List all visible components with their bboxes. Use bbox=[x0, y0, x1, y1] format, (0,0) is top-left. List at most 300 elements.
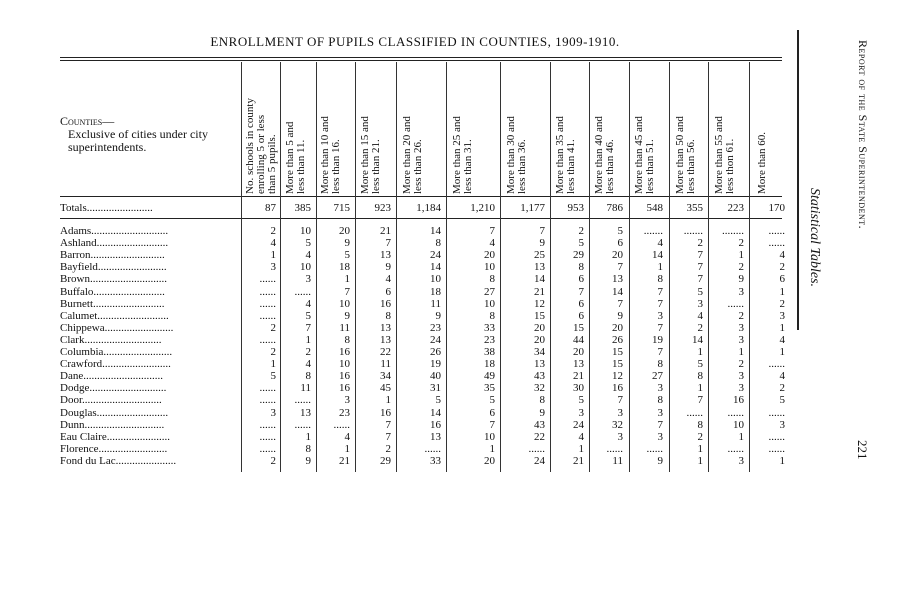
table-cell: 7 bbox=[697, 249, 703, 262]
county-name: Columbia......................... bbox=[60, 347, 173, 358]
table-cell: ....... bbox=[643, 225, 663, 237]
table-cell: 5 bbox=[344, 249, 350, 262]
table-cell: 14 bbox=[430, 261, 441, 274]
table-cell: 2 bbox=[697, 237, 703, 250]
table-cell: 33 bbox=[430, 454, 441, 467]
county-name: Buffalo.......................... bbox=[60, 286, 165, 298]
table-cell: 20 bbox=[339, 225, 350, 237]
table-cell: 87 bbox=[265, 202, 276, 214]
table-cell: 2 bbox=[697, 321, 703, 334]
table-cell: 14 bbox=[692, 333, 703, 346]
column-separator bbox=[708, 62, 709, 472]
table-cell: 1 bbox=[779, 454, 785, 467]
table-cell: 1 bbox=[779, 346, 785, 358]
column-separator bbox=[749, 62, 750, 472]
table-cell: 9 bbox=[539, 237, 545, 250]
table-cell: 1 bbox=[738, 430, 744, 443]
table-cell: 16 bbox=[430, 418, 441, 431]
table-cell: 10 bbox=[300, 261, 311, 274]
table-cell: 40 bbox=[430, 370, 441, 383]
column-separator bbox=[629, 62, 630, 472]
table-cell: 7 bbox=[385, 418, 391, 431]
table-cell: 7 bbox=[657, 418, 663, 431]
table-cell: 8 bbox=[435, 237, 441, 250]
table-cell: 9 bbox=[344, 237, 350, 250]
running-title: ENROLLMENT OF PUPILS CLASSIFIED IN COUNTIES, 1909-1910. bbox=[210, 34, 620, 49]
column-header: More than 50 and less than 56. bbox=[674, 116, 697, 194]
column-header: More than 30 and less than 36. bbox=[505, 116, 528, 194]
county-header-sub: Exclusive of cities under city superintendents. bbox=[68, 127, 208, 154]
table-cell: 13 bbox=[430, 430, 441, 443]
table-cell: 14 bbox=[612, 285, 623, 298]
column-separator bbox=[500, 62, 501, 472]
table-cell: 1 bbox=[657, 261, 663, 274]
table-cell: 1,210 bbox=[470, 202, 495, 214]
table-cell: 7 bbox=[539, 225, 545, 237]
table-cell: 8 bbox=[657, 394, 663, 407]
table-cell: 4 bbox=[489, 237, 495, 250]
table-cell: 6 bbox=[578, 273, 584, 286]
table-cell: ...... bbox=[259, 297, 276, 310]
table-cell: ...... bbox=[294, 285, 311, 298]
table-cell: 27 bbox=[652, 370, 663, 383]
table-cell: 8 bbox=[305, 442, 311, 455]
table-cell: 223 bbox=[727, 202, 744, 214]
table-cell: 2 bbox=[578, 225, 584, 237]
table-cell: 20 bbox=[534, 321, 545, 334]
table-cell: ........ bbox=[722, 225, 744, 237]
table-cell: 7 bbox=[489, 225, 495, 237]
table-cell: 34 bbox=[534, 346, 545, 358]
table-cell: ...... bbox=[646, 442, 663, 455]
table-cell: 10 bbox=[484, 261, 495, 274]
table-cell: 1 bbox=[270, 249, 276, 262]
table-cell: 23 bbox=[339, 406, 350, 419]
county-name: Brown............................ bbox=[60, 274, 167, 286]
table-cell: 7 bbox=[305, 321, 311, 334]
table-cell: ...... bbox=[259, 333, 276, 346]
table-cell: 22 bbox=[380, 346, 391, 358]
table-cell: 3 bbox=[779, 309, 785, 322]
table-cell: ...... bbox=[259, 273, 276, 286]
table-cell: 14 bbox=[430, 406, 441, 419]
table-cell: 13 bbox=[534, 358, 545, 371]
table-cell: 9 bbox=[435, 309, 441, 322]
table-cell: 13 bbox=[612, 273, 623, 286]
table-cell: 3 bbox=[305, 273, 311, 286]
county-name: Eau Claire....................... bbox=[60, 431, 170, 443]
table-cell: 923 bbox=[374, 202, 391, 214]
table-cell: 11 bbox=[430, 297, 441, 310]
table-cell: 953 bbox=[567, 202, 584, 214]
table-cell: 26 bbox=[430, 346, 441, 358]
side-header: Report of the State Superintendent. bbox=[856, 40, 870, 230]
table-cell: 10 bbox=[300, 225, 311, 237]
table-cell: 14 bbox=[534, 273, 545, 286]
table-cell: 7 bbox=[697, 261, 703, 274]
table-cell: 1 bbox=[489, 442, 495, 455]
table-cell: 1 bbox=[779, 285, 785, 298]
table-cell: 8 bbox=[657, 273, 663, 286]
table-cell: 6 bbox=[489, 406, 495, 419]
column-separator bbox=[589, 62, 590, 472]
column-header: More than 5 and less than 11. bbox=[284, 121, 307, 194]
table-cell: 2 bbox=[270, 346, 276, 358]
column-separator bbox=[396, 62, 397, 472]
county-name: Calumet.......................... bbox=[60, 310, 169, 322]
table-cell: 13 bbox=[380, 321, 391, 334]
table-cell: 10 bbox=[484, 297, 495, 310]
table-cell: 7 bbox=[657, 297, 663, 310]
table-cell: 7 bbox=[657, 346, 663, 358]
county-name: Adams............................ bbox=[60, 226, 169, 237]
table-cell: 45 bbox=[380, 382, 391, 395]
table-cell: ...... bbox=[727, 406, 744, 419]
county-name: Burnett.......................... bbox=[60, 298, 165, 310]
table-cell: 3 bbox=[738, 382, 744, 395]
table-cell: 1 bbox=[697, 454, 703, 467]
table-cell: 4 bbox=[270, 237, 276, 250]
table-cell: 43 bbox=[534, 370, 545, 383]
table-cell: 13 bbox=[573, 358, 584, 371]
table-cell: 21 bbox=[380, 225, 391, 237]
table-cell: 15 bbox=[534, 309, 545, 322]
county-name: Dodge............................ bbox=[60, 383, 167, 395]
table-cell: 32 bbox=[534, 382, 545, 395]
table-cell: 4 bbox=[344, 430, 350, 443]
column-separator bbox=[355, 62, 356, 472]
table-cell: 7 bbox=[657, 321, 663, 334]
table-cell: ...... bbox=[528, 442, 545, 455]
table-cell: 3 bbox=[578, 406, 584, 419]
table-cell: 49 bbox=[484, 370, 495, 383]
table-cell: 3 bbox=[657, 382, 663, 395]
table-cell: 10 bbox=[430, 273, 441, 286]
column-header: More than 10 and less than 16. bbox=[319, 116, 342, 194]
table-cell: 6 bbox=[578, 297, 584, 310]
table-cell: 5 bbox=[489, 394, 495, 407]
table-cell: 15 bbox=[612, 346, 623, 358]
table-cell: 9 bbox=[617, 309, 623, 322]
table-cell: 35 bbox=[484, 382, 495, 395]
table-cell: 2 bbox=[270, 321, 276, 334]
county-name: Fond du Lac...................... bbox=[60, 455, 177, 467]
table-cell: 11 bbox=[612, 454, 623, 467]
table-cell: 4 bbox=[305, 358, 311, 371]
table-cell: 7 bbox=[617, 394, 623, 407]
column-separator bbox=[669, 62, 670, 472]
table-cell: ...... bbox=[727, 442, 744, 455]
table-cell: 4 bbox=[779, 333, 785, 346]
table-cell: 24 bbox=[430, 333, 441, 346]
county-name: Dane............................. bbox=[60, 371, 163, 383]
table-cell: 3 bbox=[697, 297, 703, 310]
table-cell: 12 bbox=[612, 370, 623, 383]
column-header: More than 25 and less than 31. bbox=[451, 116, 474, 194]
table-cell: 16 bbox=[339, 346, 350, 358]
table-cell: 1 bbox=[305, 430, 311, 443]
table-cell: 1 bbox=[697, 346, 703, 358]
table-cell: ...... bbox=[606, 442, 623, 455]
table-cell: ...... bbox=[424, 442, 441, 455]
table-cell: 24 bbox=[573, 418, 584, 431]
county-name: Dunn............................. bbox=[60, 419, 165, 431]
table-cell: 2 bbox=[305, 346, 311, 358]
table-cell: 8 bbox=[385, 309, 391, 322]
table-cell: 20 bbox=[612, 321, 623, 334]
table-cell: 27 bbox=[484, 285, 495, 298]
table-cell: 4 bbox=[305, 249, 311, 262]
column-header: More than 40 and less than 46. bbox=[593, 116, 616, 194]
table-cell: 8 bbox=[344, 333, 350, 346]
side-subtitle: Statistical Tables. bbox=[807, 188, 822, 288]
table-cell: 1 bbox=[697, 382, 703, 395]
table-cell: 7 bbox=[578, 285, 584, 298]
table-cell: 3 bbox=[738, 321, 744, 334]
table-cell: 3 bbox=[617, 430, 623, 443]
table-cell: 22 bbox=[534, 430, 545, 443]
table-top-rule bbox=[60, 57, 782, 58]
table-cell: 6 bbox=[385, 285, 391, 298]
table-cell: 31 bbox=[430, 382, 441, 395]
table-cell: 8 bbox=[697, 370, 703, 383]
table-cell: ...... bbox=[259, 442, 276, 455]
table-cell: 13 bbox=[380, 333, 391, 346]
table-cell: 26 bbox=[612, 333, 623, 346]
table-cell: ...... bbox=[768, 237, 785, 250]
table-cell: 16 bbox=[339, 370, 350, 383]
table-cell: 24 bbox=[430, 249, 441, 262]
table-cell: 16 bbox=[612, 382, 623, 395]
table-cell: ...... bbox=[294, 418, 311, 431]
column-header: More than 60. bbox=[756, 131, 768, 194]
table-cell: 1 bbox=[305, 333, 311, 346]
table-cell: 5 bbox=[697, 358, 703, 371]
table-cell: 10 bbox=[339, 297, 350, 310]
table-cell: ...... bbox=[768, 358, 785, 371]
column-header: More than 20 and less than 26. bbox=[401, 116, 424, 194]
table-cell: 4 bbox=[385, 273, 391, 286]
table-cell: 13 bbox=[534, 261, 545, 274]
table-cell: 18 bbox=[430, 285, 441, 298]
column-separator bbox=[241, 62, 242, 472]
table-cell: 385 bbox=[294, 202, 311, 214]
table-cell: 29 bbox=[573, 249, 584, 262]
table-cell: 8 bbox=[305, 370, 311, 383]
table-cell: 3 bbox=[738, 454, 744, 467]
table-cell: ...... bbox=[333, 418, 350, 431]
table-cell: 4 bbox=[779, 249, 785, 262]
table-cell: 1,184 bbox=[416, 202, 441, 214]
table-cell: 12 bbox=[534, 297, 545, 310]
table-cell: 8 bbox=[489, 309, 495, 322]
header-bottom-rule bbox=[60, 196, 782, 197]
table-cell: 1 bbox=[738, 346, 744, 358]
table-cell: 5 bbox=[779, 394, 785, 407]
table-cell: 9 bbox=[344, 309, 350, 322]
table-cell: 15 bbox=[612, 358, 623, 371]
table-cell: 9 bbox=[385, 261, 391, 274]
county-name: Door............................. bbox=[60, 395, 162, 407]
county-column-header bbox=[60, 115, 240, 154]
table-cell: 1 bbox=[344, 273, 350, 286]
table-cell: 14 bbox=[652, 249, 663, 262]
table-cell: 11 bbox=[380, 358, 391, 371]
table-cell: 11 bbox=[300, 382, 311, 395]
table-cell: 15 bbox=[573, 321, 584, 334]
table-cell: 1 bbox=[578, 442, 584, 455]
column-separator bbox=[550, 62, 551, 472]
table-cell: 1 bbox=[779, 321, 785, 334]
right-vertical-rule bbox=[797, 30, 799, 330]
column-header: More than 35 and less than 41. bbox=[554, 116, 577, 194]
table-cell: 2 bbox=[738, 237, 744, 250]
county-name: Clark............................ bbox=[60, 334, 162, 346]
table-cell: 43 bbox=[534, 418, 545, 431]
table-cell: 1 bbox=[697, 442, 703, 455]
table-cell: 5 bbox=[617, 225, 623, 237]
table-cell: 3 bbox=[270, 261, 276, 274]
table-cell: 21 bbox=[573, 454, 584, 467]
table-cell: 5 bbox=[270, 370, 276, 383]
table-cell: ...... bbox=[768, 430, 785, 443]
table-cell: 6 bbox=[617, 237, 623, 250]
table-cell: 2 bbox=[385, 442, 391, 455]
table-cell: 2 bbox=[738, 261, 744, 274]
table-cell: ...... bbox=[294, 394, 311, 407]
table-cell: 16 bbox=[733, 394, 744, 407]
table-cell: ...... bbox=[259, 309, 276, 322]
column-separator bbox=[280, 62, 281, 472]
table-cell: 3 bbox=[344, 394, 350, 407]
table-cell: 3 bbox=[657, 430, 663, 443]
table-cell: 3 bbox=[617, 406, 623, 419]
table-cell: 7 bbox=[344, 285, 350, 298]
table-cell: 1,177 bbox=[520, 202, 545, 214]
table-cell: 21 bbox=[534, 285, 545, 298]
column-separator bbox=[316, 62, 317, 472]
table-cell: 2 bbox=[779, 382, 785, 395]
table-cell: 2 bbox=[697, 430, 703, 443]
table-cell: 7 bbox=[489, 418, 495, 431]
table-cell: 20 bbox=[484, 249, 495, 262]
table-cell: 5 bbox=[305, 309, 311, 322]
table-cell: 32 bbox=[612, 418, 623, 431]
table-cell: 8 bbox=[578, 261, 584, 274]
table-cell: 16 bbox=[380, 406, 391, 419]
table-top-rule-2 bbox=[60, 60, 782, 61]
table-cell: 2 bbox=[738, 358, 744, 371]
table-cell: 18 bbox=[484, 358, 495, 371]
table-cell: 9 bbox=[305, 454, 311, 467]
table-cell: 38 bbox=[484, 346, 495, 358]
table-cell: 34 bbox=[380, 370, 391, 383]
table-cell: 7 bbox=[697, 394, 703, 407]
table-cell: 2 bbox=[779, 297, 785, 310]
table-cell: 7 bbox=[657, 285, 663, 298]
table-cell: 2 bbox=[738, 309, 744, 322]
table-cell: 16 bbox=[339, 382, 350, 395]
table-cell: 10 bbox=[339, 358, 350, 371]
table-cell: 5 bbox=[435, 394, 441, 407]
table-cell: 19 bbox=[430, 358, 441, 371]
table-cell: 21 bbox=[573, 370, 584, 383]
table-cell: 7 bbox=[697, 273, 703, 286]
table-cell: 4 bbox=[305, 297, 311, 310]
table-cell: 30 bbox=[573, 382, 584, 395]
table-cell: 4 bbox=[779, 370, 785, 383]
table-cell: 8 bbox=[697, 418, 703, 431]
table-cell: 13 bbox=[300, 406, 311, 419]
table-cell: 21 bbox=[339, 454, 350, 467]
table-cell: 9 bbox=[657, 454, 663, 467]
table-cell: 548 bbox=[646, 202, 663, 214]
table-cell: 6 bbox=[779, 273, 785, 286]
table-cell: 3 bbox=[738, 370, 744, 383]
table-cell: 7 bbox=[385, 237, 391, 250]
table-cell: 14 bbox=[430, 225, 441, 237]
table-cell: 5 bbox=[697, 285, 703, 298]
table-cell: 11 bbox=[339, 321, 350, 334]
table-cell: 7 bbox=[617, 297, 623, 310]
table-cell: 9 bbox=[539, 406, 545, 419]
table-cell: 24 bbox=[534, 454, 545, 467]
table-cell: 1 bbox=[385, 394, 391, 407]
table-cell: 2 bbox=[270, 454, 276, 467]
table-cell: 19 bbox=[652, 333, 663, 346]
table-cell: ....... bbox=[683, 225, 703, 237]
table-cell: 8 bbox=[657, 358, 663, 371]
table-cell: 8 bbox=[539, 394, 545, 407]
county-name: Crawford......................... bbox=[60, 359, 171, 371]
column-header: More than 45 and less than 51. bbox=[633, 116, 656, 194]
table-cell: 44 bbox=[573, 333, 584, 346]
table-cell: 7 bbox=[617, 261, 623, 274]
column-separator bbox=[446, 62, 447, 472]
table-cell: 5 bbox=[305, 237, 311, 250]
table-cell: 10 bbox=[733, 418, 744, 431]
table-cell: 20 bbox=[573, 346, 584, 358]
table-cell: 6 bbox=[578, 309, 584, 322]
county-header-title: Counties— bbox=[60, 114, 115, 128]
table-cell: 3 bbox=[657, 309, 663, 322]
table-cell: 20 bbox=[534, 333, 545, 346]
table-cell: 3 bbox=[738, 333, 744, 346]
table-cell: ...... bbox=[686, 406, 703, 419]
table-cell: 2 bbox=[779, 261, 785, 274]
table-cell: 10 bbox=[484, 430, 495, 443]
table-cell: 29 bbox=[380, 454, 391, 467]
column-header: More than 55 and less thon 61. bbox=[713, 116, 736, 194]
page-number: 221 bbox=[855, 440, 870, 460]
table-cell: 8 bbox=[489, 273, 495, 286]
table-cell: ...... bbox=[259, 418, 276, 431]
county-name: Ashland.......................... bbox=[60, 238, 169, 250]
column-header: More than 15 and less than 21. bbox=[359, 116, 382, 194]
column-header: No. schools in county enrolling 5 or less than 5 pupils. bbox=[244, 98, 278, 194]
table-cell: ...... bbox=[259, 430, 276, 443]
table-cell: 13 bbox=[380, 249, 391, 262]
table-cell: ...... bbox=[768, 442, 785, 455]
table-cell: 16 bbox=[380, 297, 391, 310]
table-cell: 23 bbox=[484, 333, 495, 346]
table-cell: 355 bbox=[686, 202, 703, 214]
table-cell: 170 bbox=[768, 202, 785, 214]
table-cell: ...... bbox=[259, 394, 276, 407]
table-cell: 20 bbox=[484, 454, 495, 467]
table-cell: 25 bbox=[534, 249, 545, 262]
table-cell: 7 bbox=[385, 430, 391, 443]
